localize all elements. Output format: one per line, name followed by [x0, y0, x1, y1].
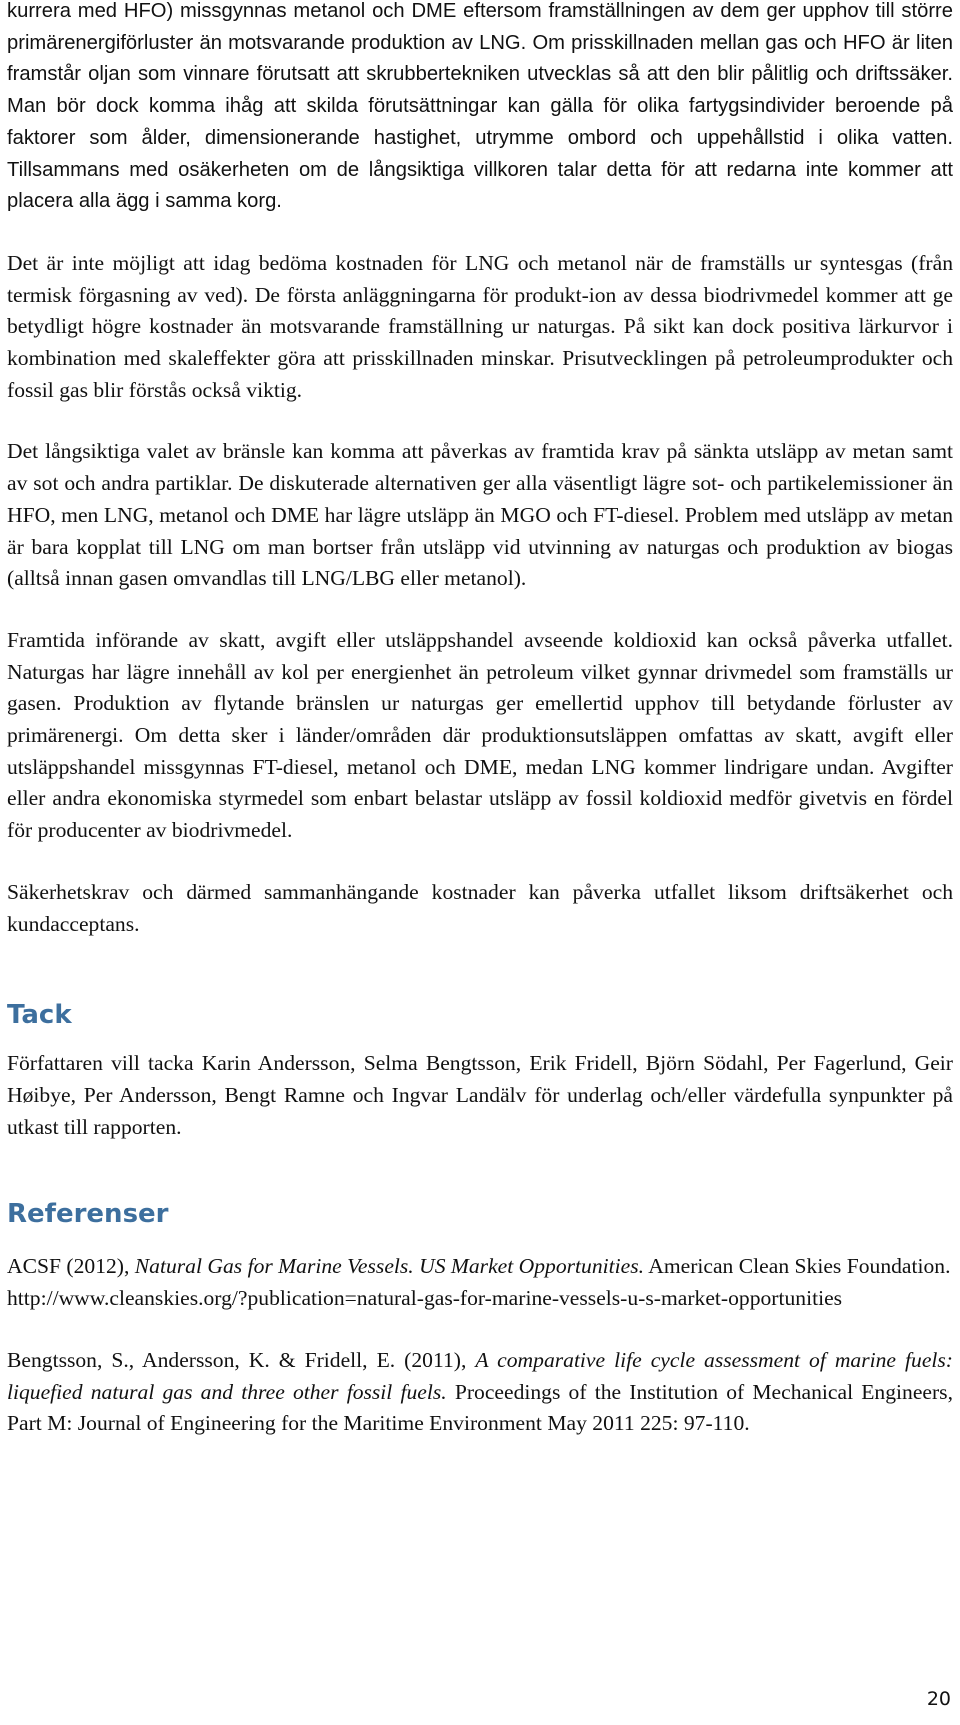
- acknowledgements-text: Författaren vill tacka Karin Andersson, Selma Bengtsson, Erik Fridell, Björn Södahl, Per Fagerlund, Geir Høibye, Per Andersson, Bengt Ramne och Ingvar Landälv för underlag och/eller värdefulla synpunkter på utkast till rapporten.: [7, 1051, 953, 1139]
- reference-authors: ACSF (2012),: [7, 1254, 135, 1279]
- reference-title: Natural Gas for Marine Vessels. US Market Opportunities.: [134, 1254, 645, 1279]
- reference-url[interactable]: http://www.cleanskies.org/?publication=natural-gas-for-marine-vessels-u-s-market-opportunities: [7, 1286, 843, 1311]
- reference-entry: [7, 1345, 953, 1440]
- page-number: 20: [926, 1688, 951, 1710]
- body-paragraph: Framtida införande av skatt, avgift eller utsläppshandel avseende koldioxid kan också påverka utfallet. Naturgas har lägre innehåll av kol per energienhet än petroleum vilket gynnar drivmedel som framställs ur gasen. Produktion av flytande bränslen ur naturgas ger emellertid upphov till betydande förluster av primärenergi. Om detta sker i länder/områden där produktionsutsläppen omfattas av skatt, avgift eller utsläppshandel missgynnas FT-diesel, metanol och DME, medan LNG kommer lindrigare undan. Avgifter eller andra ekonomiska styrmedel som enbart belastar utsläpp av fossil koldioxid medför givetvis en fördel för producenter av biodrivmedel.: [7, 627, 953, 843]
- reference-authors: Bengtsson, S., Andersson, K. & Fridell, E. (2011),: [7, 1347, 476, 1372]
- body-paragraph: Det långsiktiga valet av bränsle kan komma att påverkas av framtida krav på sänkta utsläpp av metan samt av sot och andra partiklar. De diskuterade alternativen ger alla väsentligt lägre sot- och partikelemissioner än HFO, men LNG, metanol och DME har lägre utsläpp än MGO och FT-diesel. Problem med utsläpp av metan är bara kopplat till LNG om man bortser från utsläpp vid utvinning av naturgas och produktion av biogas (alltså innan gasen omvandlas till LNG/LBG eller metanol).: [7, 439, 953, 591]
- reference-entry: [7, 1251, 953, 1314]
- reference-publisher: Proceedings of the Institution of Mechanical Engineers, Part M: Journal of Engineering for the Maritime Environment May 2011 225: 97-110.: [7, 1379, 953, 1436]
- body-paragraph: kurrera med HFO) missgynnas metanol och DME eftersom framställningen av dem ger upphov till större primärenergiförluster än motsvarande produktion av LNG. Om prisskillnaden mellan gas och HFO är liten framstår oljan som vinnare förutsatt att skrubbertekniken utvecklas så att den blir pålitlig och driftssäker. Man bör dock komma ihåg att skilda förutsättningar kan gälla för olika fartygsindivider beroende på faktorer som ålder, dimensionerande hastighet, utrymme ombord och uppehållstid i olika vatten. Tillsammans med osäkerheten om de långsiktiga villkoren talar detta för att redarna inte kommer att placera alla ägg i samma korg.: [7, 0, 953, 213]
- references-heading: Referenser: [7, 1199, 169, 1230]
- reference-publisher: American Clean Skies Foundation.: [644, 1254, 951, 1279]
- document-page: [7, 0, 953, 1440]
- acknowledgements-heading: Tack: [7, 1000, 72, 1031]
- body-paragraph: Det är inte möjligt att idag bedöma kostnaden för LNG och metanol när de framställs ur syntesgas (från termisk förgasning av ved). De första anläggningarna för produkt-ion av dessa biodrivmedel kommer att ge betydligt högre kostnader än motsvarande framställning ur naturgas. På sikt kan dock positiva lärkurvor i kombination med skaleffekter göra att prisskillnaden minskar. Prisutvecklingen på petroleumprodukter och fossil gas blir förstås också viktig.: [7, 250, 953, 402]
- body-paragraph: Säkerhetskrav och därmed sammanhängande kostnader kan påverka utfallet liksom driftsäkerhet och kundacceptans.: [7, 879, 953, 936]
- reference-title: A comparative life cycle assessment of marine fuels: liquefied natural gas and three other fossil fuels.: [7, 1347, 953, 1404]
